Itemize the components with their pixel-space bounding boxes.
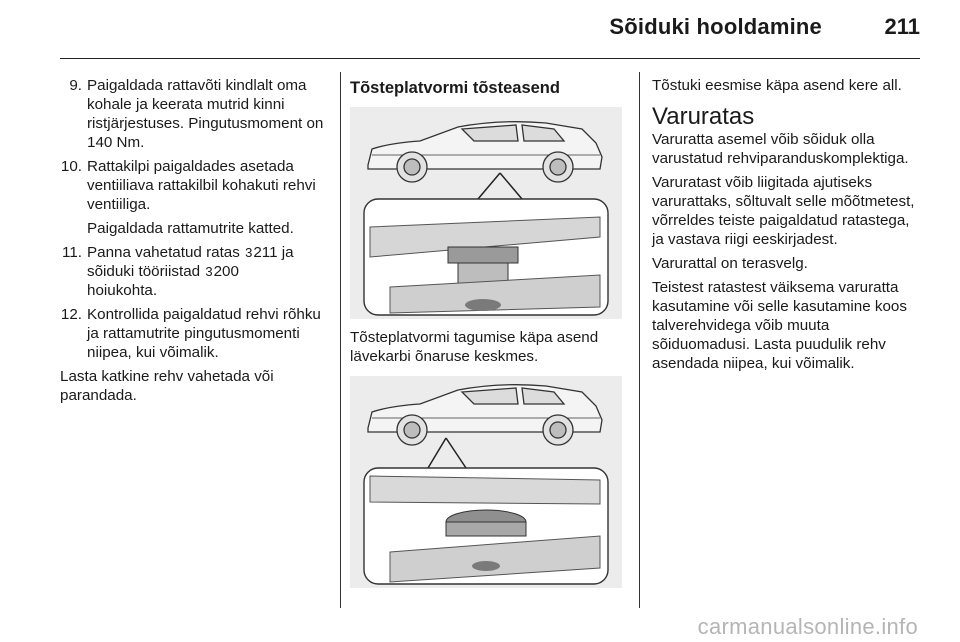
step-text: Panna vahetatud ratas [87,244,240,261]
figure-caption: Tõsteplatvormi tagumise käpa asend lävekarbi õnaruse keskmes. [350,329,599,365]
column-divider-2 [639,72,640,608]
page-ref-link[interactable]: 200 [213,263,239,280]
spare-wheel-paragraph: Teistest ratastest väiksema varuratta kasutamine või selle kasutamine koos talverehvidega võib muuta sõiduomadusi. Lasta puudulik rehv asendada niipea, kui võimalik. [652,279,907,372]
page-ref-icon: 3 [245,245,253,260]
step-text: hoiukohta. [87,282,158,299]
spare-wheel-paragraph: Varurattal on terasvelg. [652,255,808,272]
step-number: 11. [62,244,82,261]
step-10-note: Paigaldada rattamutrite katted. [87,220,294,237]
spare-wheel-heading: Varuratas [652,103,755,130]
step-number: 10. [60,158,82,175]
figure-front-lift-point [350,376,622,588]
header-divider [60,58,920,59]
rear-lift-illustration [350,107,622,319]
left-column [60,76,328,410]
page-ref-icon: 3 [205,264,213,279]
middle-column [350,76,630,588]
car-side-view [368,385,602,445]
step-text: Paigaldada rattavõti kindlalt oma kohale ja keerata mutrid kinni ristjärjestuses. Pingutusmoment on 140 Nm. [87,77,324,151]
page-ref-link[interactable]: 211 [253,244,278,261]
closing-paragraph: Lasta katkine rehv vahetada või parandada. [60,368,274,404]
car-side-view [368,122,602,182]
figure-rear-lift-point [350,107,622,319]
watermark: carmanualsonline.info [697,614,918,639]
spare-wheel-paragraph: Varuratta asemel võib sõiduk olla varustatud rehviparanduskomplektiga. [652,131,909,167]
step-text: Kontrollida paigaldatud rehvi rõhku ja rattamutrite pingutusmomenti niipea, kui võimalik. [87,306,321,361]
step-12 [60,305,328,362]
step-number: 9. [69,77,82,94]
step-text: ja sõiduki tööriistad [87,244,294,280]
page-number: 211 [884,14,920,39]
step-9 [60,76,328,152]
lift-position-heading: Tõsteplatvormi tõsteasend [350,79,560,97]
step-11 [60,243,328,300]
spare-wheel-paragraph: Varuratast võib liigitada ajutiseks varurattaks, sõltuvalt selle mõõtmetest, võrreldes teiste paigaldatud ratastega, ja vastava riigi eeskirjadest. [652,174,915,248]
pointer-line [428,438,446,468]
right-column [652,76,922,378]
step-text: Rattakilpi paigaldades asetada ventiiliava rattakilbil kohakuti rehvi ventiiliga. [87,158,316,213]
step-10 [60,157,328,214]
section-title: Sõiduki hooldamine [609,14,822,39]
step-number: 12. [60,306,82,323]
column-divider-1 [340,72,341,608]
front-lift-illustration [350,376,622,588]
pointer-line [478,173,500,199]
front-lift-caption: Tõstuki eesmise käpa asend kere all. [652,77,902,94]
